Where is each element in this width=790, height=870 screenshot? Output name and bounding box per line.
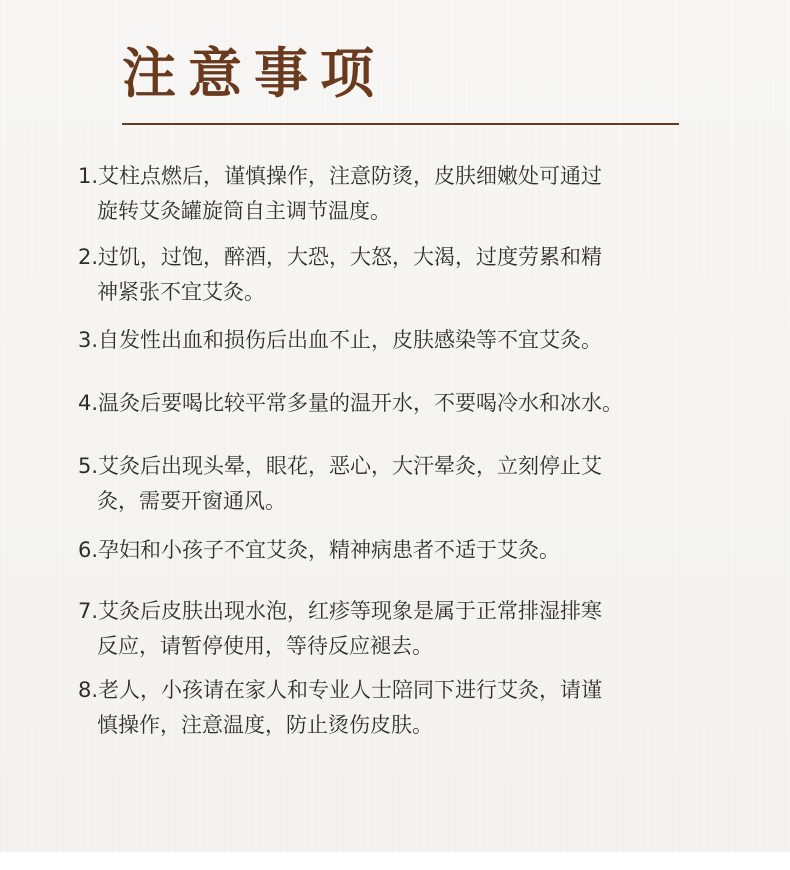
item-1-line-2: 旋转艾灸罐旋筒自主调节温度。 (97, 199, 391, 223)
item-7-line-1: 7.艾灸后皮肤出现水泡，红疹等现象是属于正常排湿排寒 (78, 599, 603, 623)
list-item-1 (78, 159, 758, 229)
item-8-line-1: 8.老人，小孩请在家人和专业人士陪同下进行艾灸，请谨 (78, 678, 603, 702)
list-item-6 (78, 533, 758, 568)
list-item-4 (78, 386, 758, 421)
item-3-line-1: 3.自发性出血和损伤后出血不止，皮肤感染等不宜艾灸。 (78, 328, 603, 352)
item-7-line-2: 反应，请暂停使用，等待反应褪去。 (97, 634, 433, 658)
list-item-7 (78, 594, 758, 664)
list-item-5 (78, 449, 758, 519)
item-5-line-1: 5.艾灸后出现头晕，眼花，恶心，大汗晕灸，立刻停止艾 (78, 454, 603, 478)
title-underline (122, 123, 679, 125)
item-6-line-1: 6.孕妇和小孩子不宜艾灸，精神病患者不适于艾灸。 (78, 538, 561, 562)
item-2-line-1: 2.过饥，过饱，醉酒，大恐，大怒，大渴，过度劳累和精 (78, 245, 603, 269)
item-4-line-1: 4.温灸后要喝比较平常多量的温开水，不要喝冷水和冰水。 (78, 391, 624, 415)
item-5-line-2: 灸，需要开窗通风。 (97, 489, 286, 513)
bottom-band (0, 852, 790, 870)
list-item-2 (78, 240, 758, 310)
list-item-3 (78, 323, 758, 358)
item-2-line-2: 神紧张不宜艾灸。 (97, 280, 265, 304)
page-title: 注意事项 (122, 42, 386, 105)
list-item-8 (78, 673, 758, 743)
item-8-line-2: 慎操作，注意温度，防止烫伤皮肤。 (97, 713, 433, 737)
item-1-line-1: 1.艾柱点燃后，谨慎操作，注意防烫，皮肤细嫩处可通过 (78, 164, 603, 188)
